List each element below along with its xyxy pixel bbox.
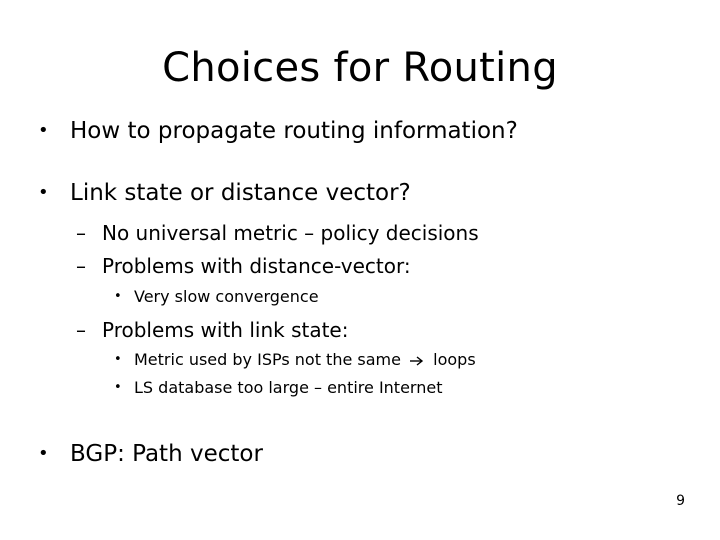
subsub-bullet-text: Very slow convergence <box>134 287 319 306</box>
subsub-text-before-arrow: Metric used by ISPs not the same <box>134 350 401 369</box>
bullet-text: How to propagate routing information? <box>70 118 518 144</box>
right-arrow-icon <box>410 349 424 371</box>
bullet-dot: • <box>114 352 122 367</box>
subsub-bullet-text: LS database too large – entire Internet <box>134 378 443 397</box>
sub-bullet-text: Problems with link state: <box>102 318 349 342</box>
dash-marker: – <box>76 254 86 278</box>
page-number: 9 <box>676 493 685 509</box>
dash-marker: – <box>76 221 86 245</box>
bullet-text: Link state or distance vector? <box>70 180 411 206</box>
bullet-dot: • <box>114 289 122 304</box>
subsub-bullet-text <box>134 349 476 371</box>
bullet-text: BGP: Path vector <box>70 441 263 467</box>
dash-marker: – <box>76 318 86 342</box>
subsub-text-after-arrow: loops <box>433 350 476 369</box>
sub-bullet-text: Problems with distance-vector: <box>102 254 411 278</box>
slide-title: Choices for Routing <box>162 45 558 91</box>
bullet-dot: • <box>38 443 49 464</box>
bullet-dot: • <box>114 380 122 395</box>
bullet-dot: • <box>38 182 49 203</box>
sub-bullet-text: No universal metric – policy decisions <box>102 221 479 245</box>
bullet-dot: • <box>38 120 49 141</box>
